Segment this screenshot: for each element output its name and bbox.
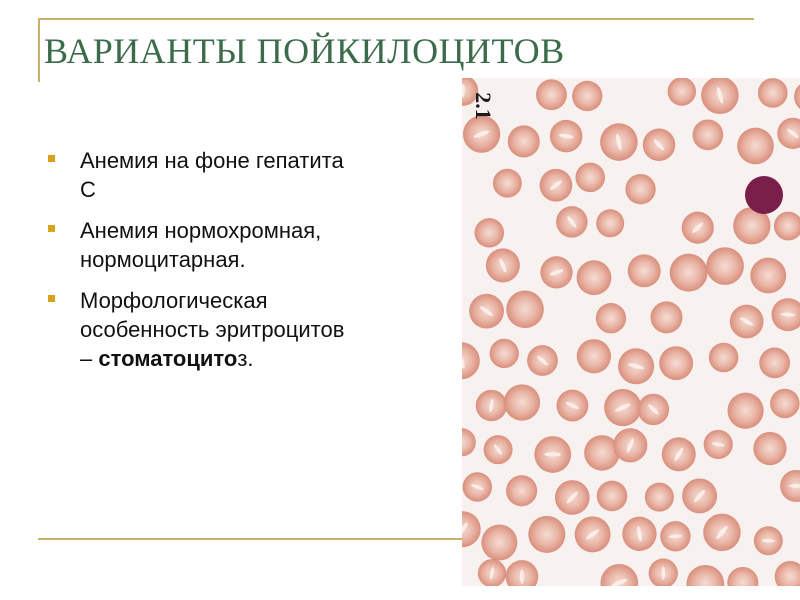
red-blood-cell — [577, 339, 611, 373]
red-blood-cell — [596, 303, 626, 333]
bullet-item — [46, 146, 346, 204]
red-blood-cell — [668, 78, 697, 106]
slide-title: ВАРИАНТЫ ПОЙКИЛОЦИТОВ — [44, 31, 565, 71]
bullet-bold-term: стоматоцито — [98, 346, 238, 371]
red-blood-cell — [686, 565, 724, 586]
stomatocyte-slit — [662, 567, 666, 580]
red-blood-cell — [759, 348, 790, 379]
bullet-marker — [48, 225, 55, 232]
red-blood-cell — [596, 209, 624, 237]
red-blood-cell — [506, 475, 537, 506]
bullet-text: Морфологическая особенность эритроцитов – — [80, 288, 345, 371]
red-blood-cell — [727, 567, 758, 586]
red-blood-cell — [794, 81, 800, 112]
red-blood-cell — [693, 119, 724, 150]
bullet-item — [46, 286, 346, 373]
red-blood-cell — [770, 389, 800, 419]
blood-smear-image — [462, 78, 800, 586]
stomatocyte-slit — [544, 452, 561, 456]
red-blood-cell — [475, 218, 504, 247]
red-blood-cell — [575, 163, 605, 193]
red-blood-cell — [659, 346, 693, 380]
top-rule — [38, 18, 754, 20]
red-blood-cell — [670, 254, 708, 292]
red-blood-cell — [493, 169, 522, 198]
left-rule — [38, 18, 40, 82]
bullet-text: Анемия нормохромная, нормоцитарная. — [80, 218, 322, 272]
red-blood-cell — [651, 301, 683, 333]
red-blood-cell — [572, 81, 602, 111]
red-blood-cell — [528, 516, 565, 553]
red-blood-cell — [706, 247, 744, 285]
bottom-rule — [38, 538, 462, 540]
red-blood-cell — [597, 481, 628, 512]
red-blood-cell — [628, 254, 661, 287]
red-blood-cell — [481, 525, 517, 561]
red-blood-cell — [506, 291, 544, 329]
bullet-marker — [48, 295, 55, 302]
blood-smear-svg — [462, 78, 800, 586]
red-blood-cell — [462, 342, 480, 379]
figure-number: 2.1 — [471, 92, 496, 120]
red-blood-cell — [753, 432, 786, 465]
red-blood-cell — [490, 339, 519, 368]
red-blood-cell — [774, 212, 800, 241]
red-blood-cell — [727, 393, 763, 429]
bullet-marker — [48, 155, 55, 162]
red-blood-cell — [625, 174, 655, 204]
red-blood-cell — [777, 118, 800, 149]
red-blood-cell — [536, 79, 567, 110]
bullet-item — [46, 216, 346, 274]
red-blood-cell — [577, 260, 612, 295]
red-blood-cell — [504, 384, 540, 420]
red-blood-cell — [645, 483, 674, 512]
bullet-text: Анемия на фоне гепатита С — [80, 148, 344, 202]
red-blood-cell — [709, 343, 739, 373]
red-blood-cell — [758, 78, 788, 108]
red-blood-cell — [508, 125, 540, 157]
bullet-list — [46, 146, 346, 385]
red-blood-cell — [737, 128, 774, 165]
red-blood-cell — [775, 561, 800, 586]
bullet-text-end: з. — [237, 346, 254, 371]
lymphocyte-cell — [745, 176, 783, 214]
red-blood-cell — [462, 428, 476, 456]
red-blood-cell — [750, 258, 786, 294]
